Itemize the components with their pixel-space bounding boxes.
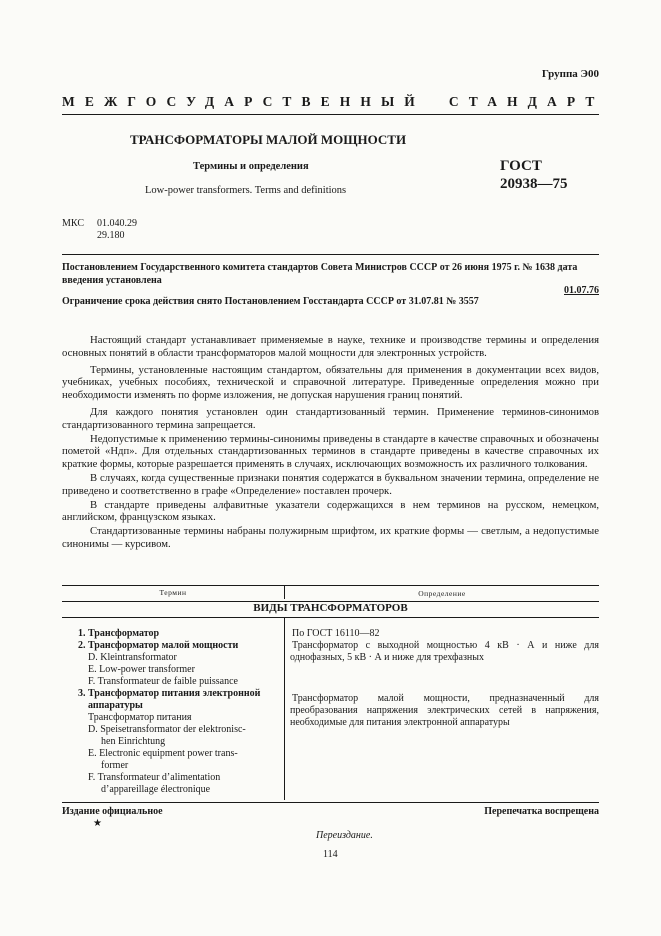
introduction-date: 01.07.76 bbox=[564, 285, 599, 296]
term-3-en: E. Electronic equipment power trans- bbox=[88, 748, 238, 759]
gost-label: ГОСТ bbox=[500, 158, 542, 174]
official-edition: Издание официальное bbox=[62, 806, 163, 817]
group-code: Группа Э00 bbox=[541, 68, 599, 80]
paragraph: Настоящий стандарт устанавливает применяемые в науке, технике и производстве термины и определения основных понятий в области трансформаторов малой мощности для электронных устройств. bbox=[62, 334, 599, 359]
banner-rule bbox=[62, 114, 599, 115]
paragraph: Стандартизованные термины набраны полужирным шрифтом, их краткие формы — светлым, а недопустимые синонимы — курсивом. bbox=[62, 525, 599, 550]
reprint-prohibited: Перепечатка воспрещена bbox=[484, 806, 599, 817]
term-3-en-cont: former bbox=[101, 760, 129, 771]
gost-designation bbox=[500, 157, 568, 193]
terms-column bbox=[78, 628, 278, 796]
paragraph: Недопустимые к применению термины-синонимы приведены в стандарте в качестве справочных и обозначены пометой «Ндп». Для отдельных стандартизованных терминов в стандарте приведены в качестве справочных их краткие формы, которые разрешается применять в случаях, исключающих возможность их различного толкования. bbox=[62, 432, 599, 471]
definition-1: По ГОСТ 16110—82 bbox=[292, 628, 380, 639]
column-divider bbox=[284, 617, 285, 800]
definitions-column bbox=[290, 628, 599, 729]
mks-label: МКС bbox=[62, 218, 84, 229]
paragraph: Термины, установленные настоящим стандартом, обязательны для применения в документации всех видов, учебниках, учебных пособиях, технической и справочной литературе. Приведенные определения можно при необходимости изменять по форме изложения, не допуская нарушения границ понятий. bbox=[62, 363, 599, 402]
decree-text: Постановлением Государственного комитета стандартов Совета Министров СССР от 26 июня 1975 г. № 1638 дата введения установлена bbox=[62, 262, 578, 286]
mks-code: 01.040.29 bbox=[97, 218, 137, 229]
definition-2: Трансформатор с выходной мощностью 4 кВ · А и ниже для однофазных, 5 кВ · А и ниже для трехфазных bbox=[290, 640, 599, 663]
mks-codes bbox=[62, 218, 137, 241]
term-3-cont: аппаратуры bbox=[88, 700, 143, 711]
term-2: 2. Трансформатор малой мощности bbox=[78, 640, 239, 651]
term-2-de: D. Kleintransformator bbox=[88, 652, 177, 663]
document-subtitle: Термины и определения bbox=[193, 161, 309, 172]
term-2-fr: F. Transformateur de faible puissance bbox=[88, 676, 238, 687]
banner-left: МЕЖГОСУДАРСТВЕННЫЙ bbox=[62, 94, 425, 109]
term-1: 1. Трансформатор bbox=[78, 628, 160, 639]
definition-3: Трансформатор малой мощности, предназначенный для преобразования напряжения электрических сетей в напряжения, необходимые для питания электронной аппаратуры bbox=[290, 693, 599, 728]
term-3: 3. Трансформатор питания электронной bbox=[78, 688, 261, 699]
column-header-definition: Определение bbox=[284, 586, 599, 599]
reissue-note: Переиздание. bbox=[316, 830, 373, 841]
paragraph: В стандарте приведены алфавитные указатели содержащихся в нем терминов на русском, немецком, английском, французском языках. bbox=[62, 498, 599, 524]
standard-banner bbox=[62, 92, 605, 112]
term-3-de: D. Speisetransformator der elektronisc- bbox=[88, 724, 246, 735]
term-2-en: E. Low-power transformer bbox=[88, 664, 195, 675]
footer-rule bbox=[62, 802, 599, 803]
term-3-fr: F. Transformateur d’alimentation bbox=[88, 772, 221, 783]
section-rule bbox=[62, 617, 599, 618]
term-3-short: Трансформатор питания bbox=[88, 712, 192, 723]
page-number: 114 bbox=[323, 849, 338, 860]
section-heading: ВИДЫ ТРАНСФОРМАТОРОВ bbox=[253, 602, 408, 614]
term-3-fr-cont: d’appareillage électronique bbox=[101, 784, 211, 795]
mks-code: 29.180 bbox=[97, 230, 125, 241]
paragraph: В случаях, когда существенные признаки понятия содержатся в буквальном значении термина, определение не приведено и соответственно в графе «Определение» поставлен прочерк. bbox=[62, 471, 599, 497]
header-rule bbox=[62, 254, 599, 255]
column-header-term: Термин bbox=[159, 588, 187, 597]
table-header bbox=[62, 585, 599, 602]
star-icon: ★ bbox=[93, 818, 102, 829]
limitation-note: Ограничение срока действия снято Постановлением Госстандарта СССР от 31.07.81 № 3557 bbox=[62, 296, 479, 307]
document-title: ТРАНСФОРМАТОРЫ МАЛОЙ МОЩНОСТИ bbox=[130, 132, 407, 147]
banner-right: СТАНДАРТ bbox=[448, 94, 605, 109]
paragraph: Для каждого понятия установлен один стандартизованный термин. Применение терминов-синонимов стандартизованного термина запрещается. bbox=[62, 405, 599, 431]
gost-number: 20938—75 bbox=[500, 176, 568, 192]
term-3-de-cont: hen Einrichtung bbox=[101, 736, 166, 747]
english-title: Low-power transformers. Terms and definitions bbox=[145, 185, 347, 196]
introduction-text bbox=[62, 334, 599, 555]
